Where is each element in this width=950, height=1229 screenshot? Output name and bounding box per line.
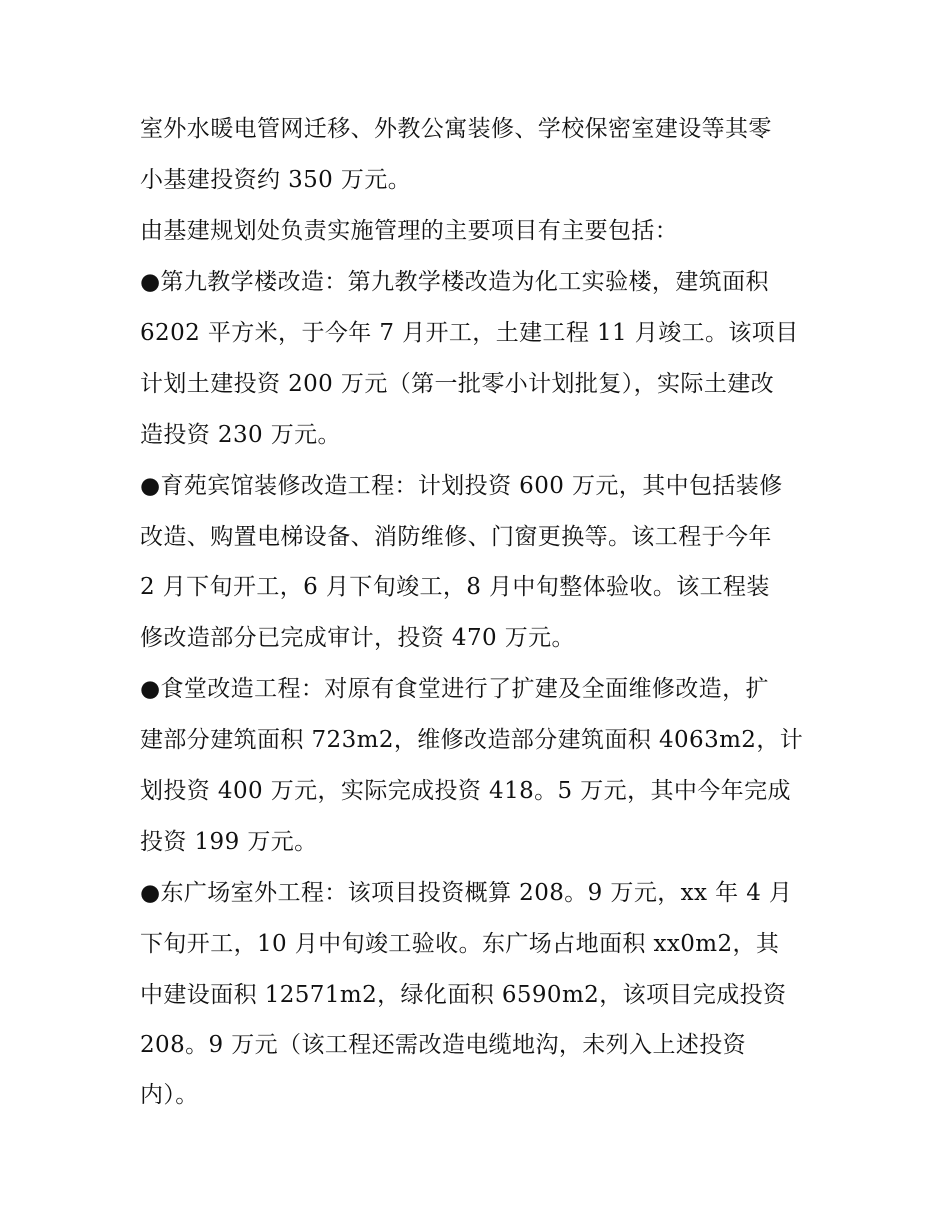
text-line: 室外水暖电管网迁移、外教公寓装修、学校保密室建设等其零: [140, 116, 772, 142]
bullet-item-line: ●东广场室外工程：该项目投资概算 208。9 万元，xx 年 4 月: [140, 880, 793, 906]
text-line: 建部分建筑面积 723m2，维修改造部分建筑面积 4063m2，计: [140, 727, 804, 753]
text-line: 由基建规划处负责实施管理的主要项目有主要包括：: [140, 218, 679, 244]
text-line: 造投资 230 万元。: [140, 422, 341, 448]
bullet-item-line: ●第九教学楼改造：第九教学楼改造为化工实验楼，建筑面积: [140, 269, 769, 295]
text-line: 划投资 400 万元，实际完成投资 418。5 万元，其中今年完成: [140, 778, 791, 804]
text-line: 计划土建投资 200 万元（第一批零小计划批复），实际土建改: [140, 371, 775, 397]
text-line: 小基建投资约 350 万元。: [140, 167, 412, 193]
text-line: 2 月下旬开工，6 月下旬竣工，8 月中旬整体验收。该工程装: [140, 574, 770, 600]
text-line: 投资 199 万元。: [140, 829, 318, 855]
text-line: 208。9 万元（该工程还需改造电缆地沟，未列入上述投资: [140, 1032, 747, 1058]
text-line: 下旬开工，10 月中旬竣工验收。东广场占地面积 xx0m2，其: [140, 931, 780, 957]
text-line: 改造、购置电梯设备、消防维修、门窗更换等。该工程于今年: [140, 524, 772, 550]
bullet-item-line: ●育苑宾馆装修改造工程：计划投资 600 万元，其中包括装修: [140, 473, 783, 499]
text-line: 内）。: [140, 1082, 199, 1108]
text-line: 6202 平方米，于今年 7 月开工，土建工程 11 月竣工。该项目: [140, 320, 799, 346]
bullet-item-line: ●食堂改造工程：对原有食堂进行了扩建及全面维修改造，扩: [140, 676, 769, 702]
text-line: 中建设面积 12571m2，绿化面积 6590m2，该项目完成投资: [140, 982, 787, 1008]
text-line: 修改造部分已完成审计，投资 470 万元。: [140, 625, 575, 651]
